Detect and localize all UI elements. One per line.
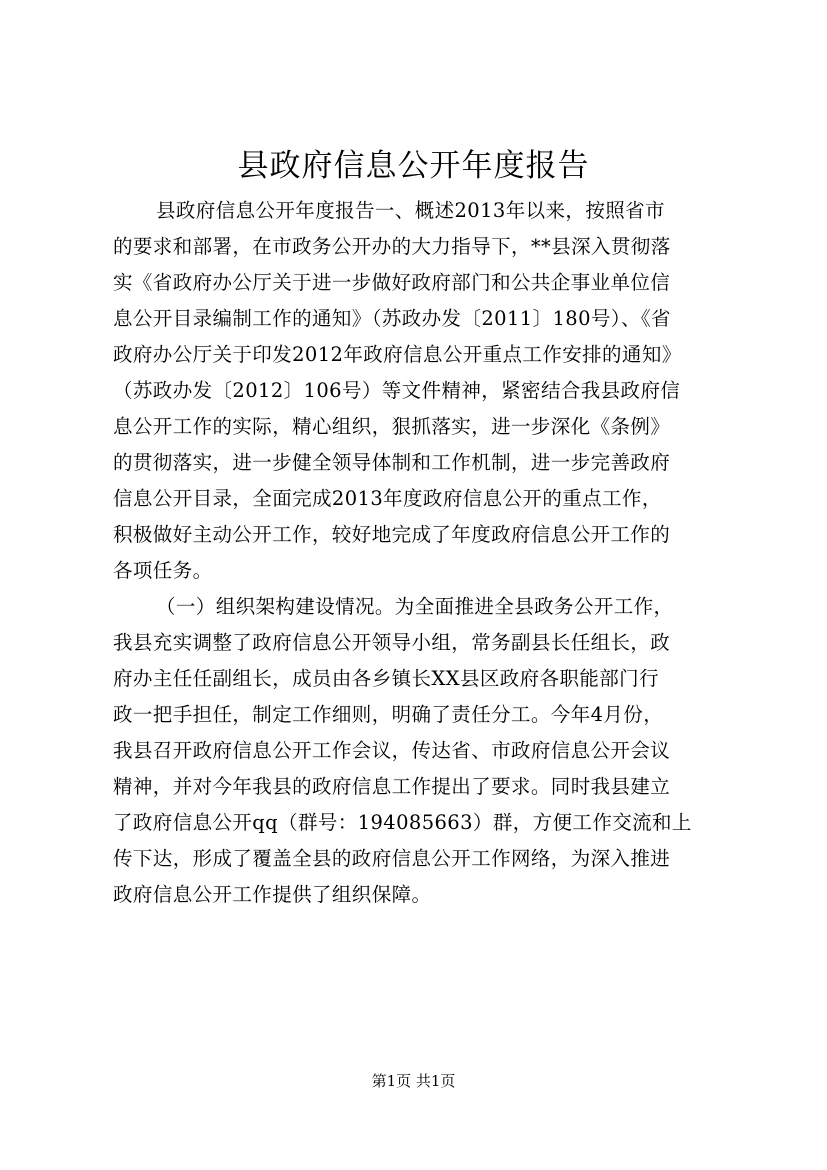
paragraph-1-line-7: 息公开工作的实际，精心组织，狠抓落实，进一步深化《条例》	[113, 415, 671, 438]
document-body	[113, 193, 723, 913]
paragraph-1-line-3: 实《省政府办公厅关于进一步做好政府部门和公共企事业单位信	[113, 271, 671, 294]
paragraph-1-line-5: 政府办公厅关于印发2012年政府信息公开重点工作安排的通知》	[113, 343, 682, 366]
paragraph-1-line-6: （苏政办发〔2012〕106号）等文件精神，紧密结合我县政府信	[113, 379, 681, 402]
paragraph-2-line-4: 政一把手担任，制定工作细则，明确了责任分工。今年4月份，	[113, 703, 664, 726]
paragraph-1-line-8: 的贯彻落实，进一步健全领导体制和工作机制，进一步完善政府	[113, 451, 671, 474]
paragraph-2-line-6: 精神，并对今年我县的政府信息工作提出了要求。同时我县建立	[113, 775, 671, 798]
paragraph-2-line-1: （一）组织架构建设情况。为全面推进全县政务公开工作，	[156, 595, 674, 618]
paragraph-2-line-9: 政府信息公开工作提供了组织保障。	[113, 883, 432, 906]
page-number-footer: 第1页 共1页	[371, 1072, 456, 1090]
paragraph-2-line-8: 传下达，形成了覆盖全县的政府信息公开工作网络，为深入推进	[113, 847, 671, 870]
paragraph-2-line-2: 我县充实调整了政府信息公开领导小组，常务副县长任组长，政	[113, 631, 671, 654]
paragraph-1-line-9: 信息公开目录，全面完成2013年度政府信息公开的重点工作，	[113, 487, 662, 510]
paragraph-1-line-2: 的要求和部署，在市政务公开办的大力指导下，**县深入贯彻落	[113, 235, 671, 258]
paragraph-2-line-5: 我县召开政府信息公开工作会议，传达省、市政府信息公开会议	[113, 739, 671, 762]
paragraph-2-line-3: 府办主任任副组长，成员由各乡镇长XX县区政府各职能部门行	[113, 667, 659, 690]
paragraph-1-line-1: 县政府信息公开年度报告一、概述2013年以来，按照省市	[156, 199, 665, 222]
paragraph-1-line-10: 积极做好主动公开工作，较好地完成了年度政府信息公开工作的	[113, 523, 671, 546]
paragraph-2-line-7: 了政府信息公开qq（群号：194085663）群，方便工作交流和上	[113, 811, 692, 834]
paragraph-1-line-4: 息公开目录编制工作的通知》（苏政办发〔2011〕180号）、《省	[113, 307, 671, 330]
paragraph-1-line-11: 各项任务。	[113, 559, 213, 582]
document-title: 县政府信息公开年度报告	[237, 148, 590, 184]
